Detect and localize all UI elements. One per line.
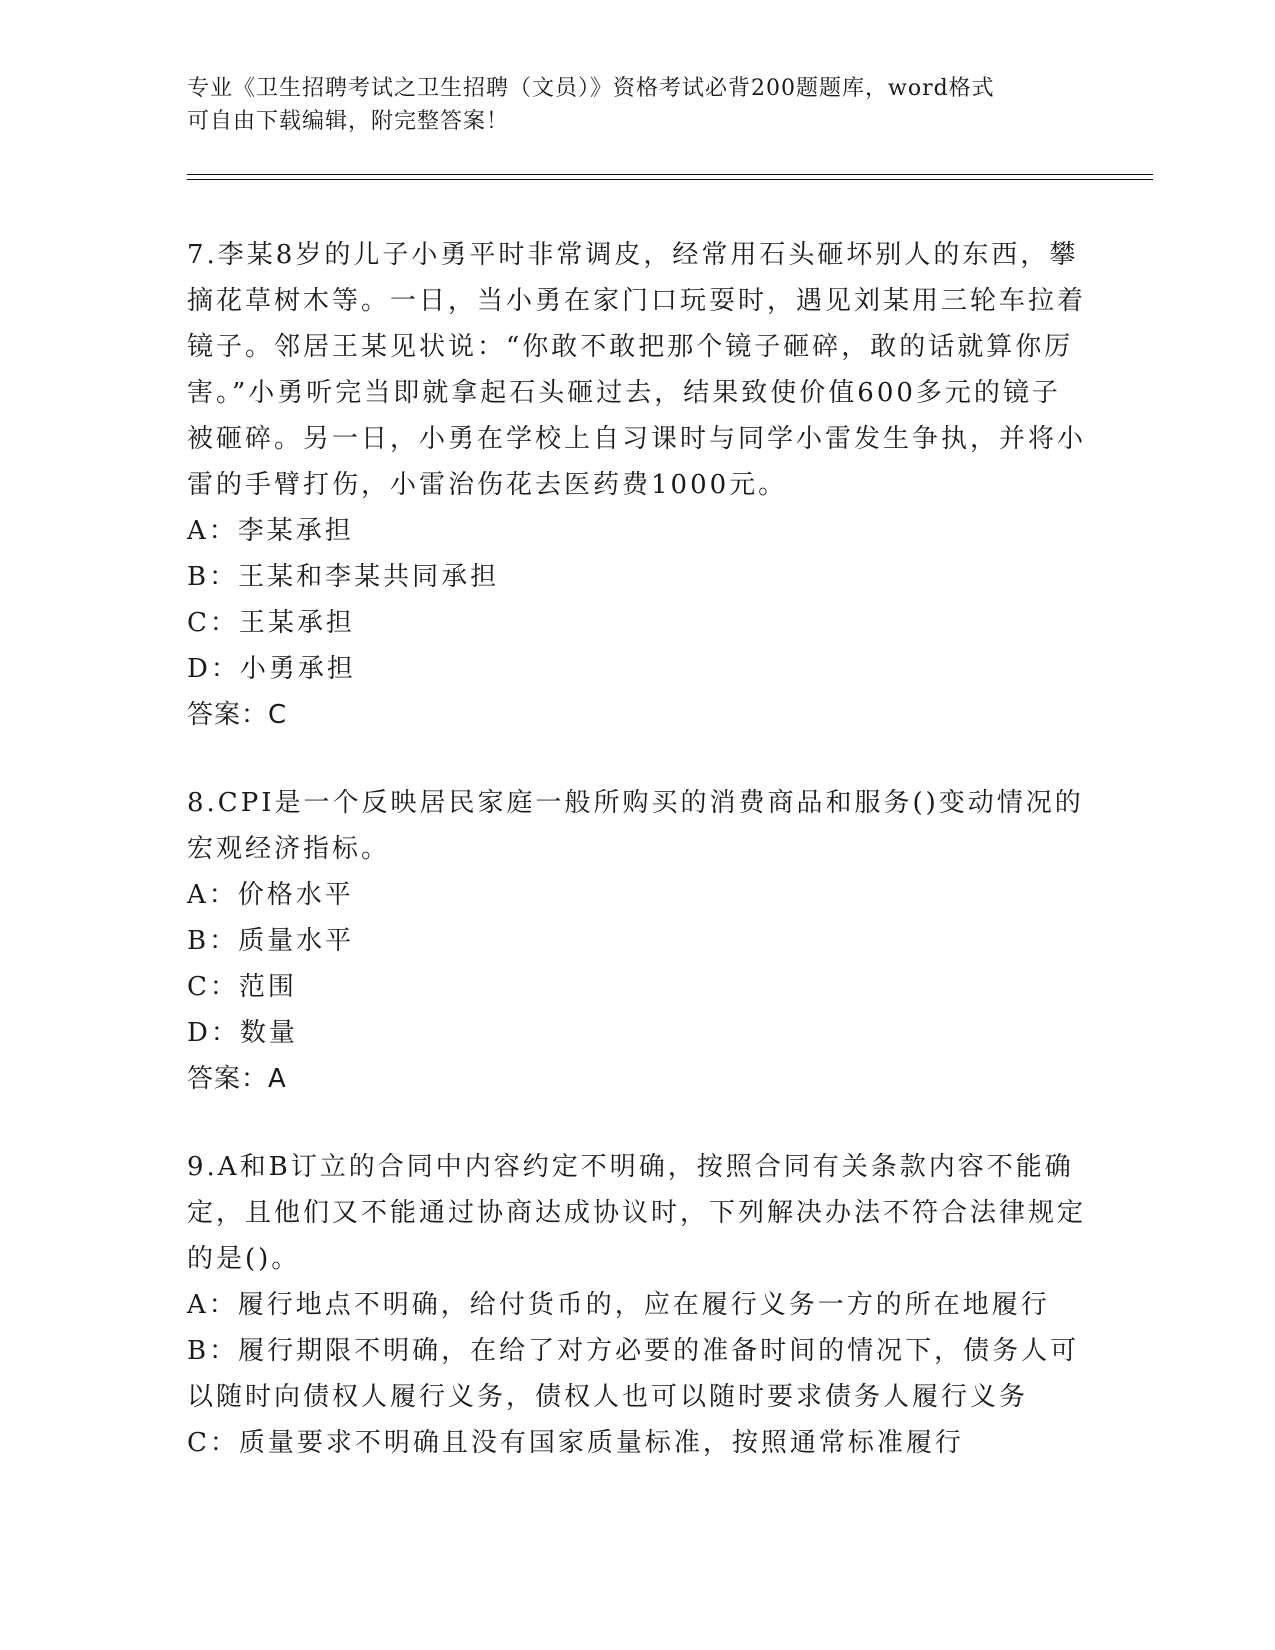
option-c: C：王某承担 — [187, 608, 355, 638]
question-stem: 9.A和B订立的合同中内容约定不明确，按照合同有关条款内容不能确定，且他们又不能通过协商达成协议时，下列解决办法不符合法律规定的是()。 — [187, 1152, 1087, 1274]
option-b: B：王某和李某共同承担 — [187, 562, 500, 592]
question-7 — [187, 232, 1087, 738]
question-stem: 8.CPI是一个反映居民家庭一般所购买的消费商品和服务()变动情况的宏观经济指标。 — [187, 788, 1084, 864]
option-a: A：价格水平 — [187, 880, 354, 910]
header-divider — [187, 174, 1153, 180]
option-a: A：李某承担 — [187, 516, 354, 546]
answer: 答案：A — [187, 1064, 287, 1094]
option-d: D：小勇承担 — [187, 654, 356, 684]
header-line-1: 专业《卫生招聘考试之卫生招聘（文员）》资格考试必背200题题库，word格式 — [187, 76, 995, 101]
header-line-2: 可自由下载编辑，附完整答案！ — [187, 109, 510, 134]
question-stem: 7.李某8岁的儿子小勇平时非常调皮，经常用石头砸坏别人的东西，攀摘花草树木等。一日，当小勇在家门口玩耍时，遇见刘某用三轮车拉着镜子。邻居王某见状说：“你敢不敢把那个镜子砸碎，敢的话就算你厉害。”小勇听完当即就拿起石头砸过去，结果致使价值600多元的镜子被砸碎。另一日，小勇在学校上自习课时与同学小雷发生争执，并将小雷的手臂打伤，小雷治伤花去医药费1000元。 — [187, 240, 1087, 500]
option-c: C：质量要求不明确且没有国家质量标准，按照通常标准履行 — [187, 1428, 964, 1458]
option-b: B：履行期限不明确，在给了对方必要的准备时间的情况下，债务人可以随时向债权人履行义务，债权人也可以随时要求债务人履行义务 — [187, 1336, 1080, 1412]
question-8 — [187, 780, 1087, 1102]
option-b: B：质量水平 — [187, 926, 355, 956]
option-d: D：数量 — [187, 1018, 298, 1048]
document-header — [187, 72, 1087, 138]
question-list — [187, 232, 1087, 1508]
option-a: A：履行地点不明确，给付货币的，应在履行义务一方的所在地履行 — [187, 1290, 1050, 1320]
option-c: C：范围 — [187, 972, 297, 1002]
answer: 答案：C — [187, 700, 288, 730]
question-9 — [187, 1144, 1087, 1466]
